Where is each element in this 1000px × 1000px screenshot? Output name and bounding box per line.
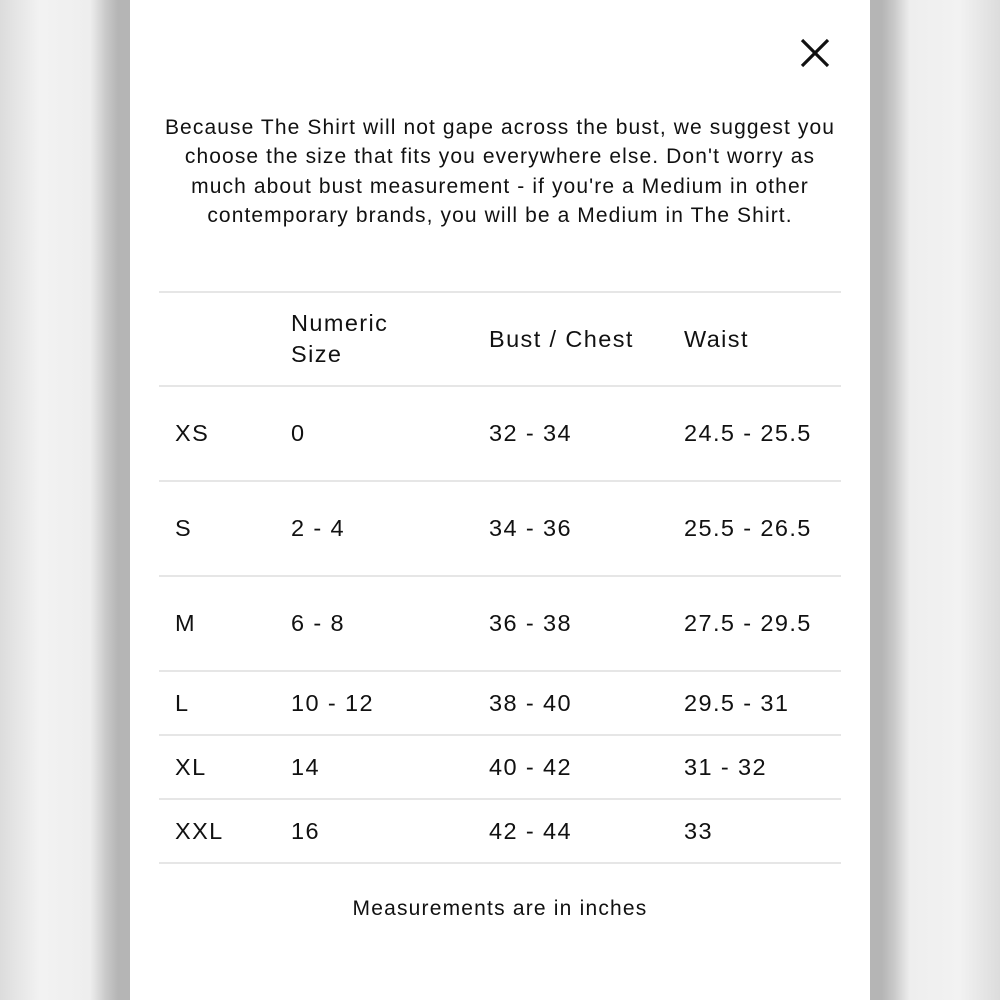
table-row — [159, 799, 841, 863]
size-label: M — [159, 576, 291, 671]
size-guide-modal — [130, 0, 870, 1000]
numeric-size-value: 0 — [291, 386, 489, 481]
numeric-size-value: 16 — [291, 799, 489, 863]
table-row — [159, 481, 841, 576]
waist-value: 24.5 - 25.5 — [684, 386, 841, 481]
bust-value: 38 - 40 — [489, 671, 684, 735]
size-label: L — [159, 671, 291, 735]
table-row — [159, 671, 841, 735]
size-label: XS — [159, 386, 291, 481]
table-header-row — [159, 292, 841, 386]
close-icon — [798, 36, 832, 70]
fit-advice-text: Because The Shirt will not gape across the bust, we suggest you choose the size that fits you everywhere else. Don't worry as much about bust measurement - if you're a Medium in other contemporary brands, you will be a Medium in The Shirt. — [164, 116, 836, 227]
header-size — [159, 292, 291, 386]
bust-value: 34 - 36 — [489, 481, 684, 576]
bust-value: 40 - 42 — [489, 735, 684, 799]
close-button[interactable] — [798, 36, 832, 70]
numeric-size-value: 2 - 4 — [291, 481, 489, 576]
numeric-size-value: 10 - 12 — [291, 671, 489, 735]
size-chart-table — [159, 291, 841, 864]
waist-value: 31 - 32 — [684, 735, 841, 799]
waist-value: 33 — [684, 799, 841, 863]
size-label: XXL — [159, 799, 291, 863]
size-label: XL — [159, 735, 291, 799]
header-numeric-size: Numeric Size — [291, 292, 489, 386]
waist-value: 27.5 - 29.5 — [684, 576, 841, 671]
header-bust-chest: Bust / Chest — [489, 292, 684, 386]
table-row — [159, 576, 841, 671]
measurement-units-note: Measurements are in inches — [352, 897, 648, 920]
waist-value: 29.5 - 31 — [684, 671, 841, 735]
bust-value: 36 - 38 — [489, 576, 684, 671]
waist-value: 25.5 - 26.5 — [684, 481, 841, 576]
table-row — [159, 735, 841, 799]
table-row — [159, 386, 841, 481]
numeric-size-value: 6 - 8 — [291, 576, 489, 671]
numeric-size-value: 14 — [291, 735, 489, 799]
header-waist: Waist — [684, 292, 841, 386]
size-label: S — [159, 481, 291, 576]
bust-value: 42 - 44 — [489, 799, 684, 863]
bust-value: 32 - 34 — [489, 386, 684, 481]
